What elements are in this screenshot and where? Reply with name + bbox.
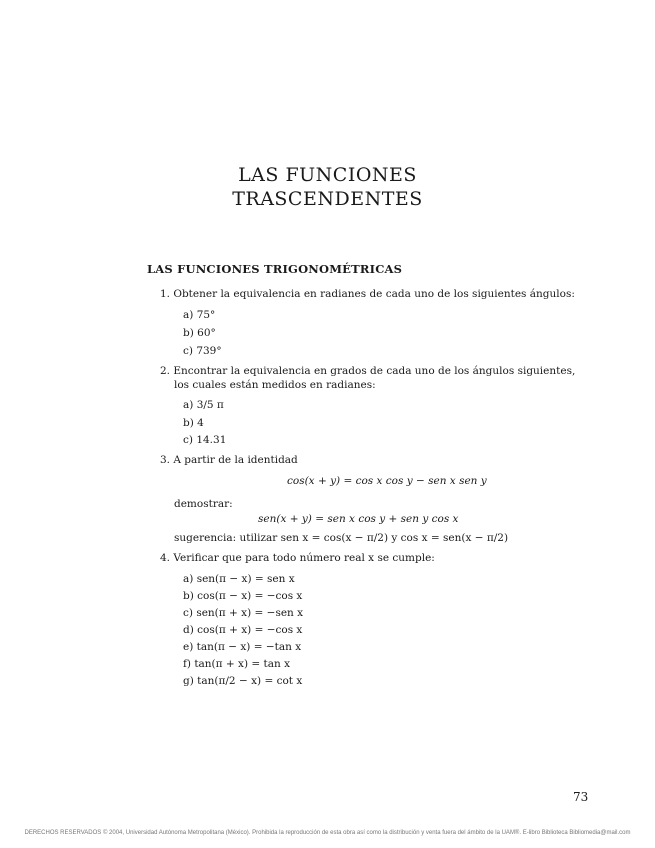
problem-4-text: 4. Verificar que para todo número real x se cumple: [160,552,435,564]
problem-4-item-a: a) sen(π − x) = sen x [183,573,295,585]
problem-3-hint: sugerencia: utilizar sen x = cos(x − π/2) y cos x = sen(x − π/2) [174,532,509,544]
problem-4-item-c: c) sen(π + x) = −sen x [183,607,304,619]
problem-2-item-c: c) 14.31 [183,434,227,446]
problem-2-text-line-2: los cuales están medidos en radianes: [174,379,376,391]
chapter-title-line-1: LAS FUNCIONES [238,164,417,186]
problem-3-text: 3. A partir de la identidad [160,454,298,466]
problem-4-item-e: e) tan(π − x) = −tan x [183,641,302,653]
copyright-footer: DERECHOS RESERVADOS © 2004, Universidad Autónoma Metropolitana (México). Prohibida la reproducción de esta obra así como la distribución y venta fuera del ámbito de la UAM®. E-libro Biblioteca Bibliomedia@mail.com [24,830,631,836]
problem-1-item-c: c) 739° [183,345,222,357]
page-number: 73 [573,790,589,804]
problem-2-item-a: a) 3/5 π [183,399,224,411]
chapter-title-line-2: TRASCENDENTES [232,188,423,210]
problem-4-item-f: f) tan(π + x) = tan x [183,658,291,670]
problem-2-text-line-1: 2. Encontrar la equivalencia en grados de cada uno de los ángulos siguientes, [160,365,576,377]
problem-3-target: sen(x + y) = sen x cos y + sen y cos x [258,513,459,525]
problem-4-item-g: g) tan(π/2 − x) = cot x [183,675,303,687]
problem-4-item-d: d) cos(π + x) = −cos x [183,624,303,636]
problem-4-item-b: b) cos(π − x) = −cos x [183,590,303,602]
problem-2-item-b: b) 4 [183,417,204,429]
problem-3-identity: cos(x + y) = cos x cos y − sen x sen y [287,475,487,487]
problem-1-item-b: b) 60° [183,327,216,339]
problem-1-item-a: a) 75° [183,309,216,321]
problem-3-demostrar: demostrar: [174,498,233,510]
problem-1-text: 1. Obtener la equivalencia en radianes de cada uno de los siguientes ángulos: [160,288,575,300]
section-heading: LAS FUNCIONES TRIGONOMÉTRICAS [147,262,403,276]
